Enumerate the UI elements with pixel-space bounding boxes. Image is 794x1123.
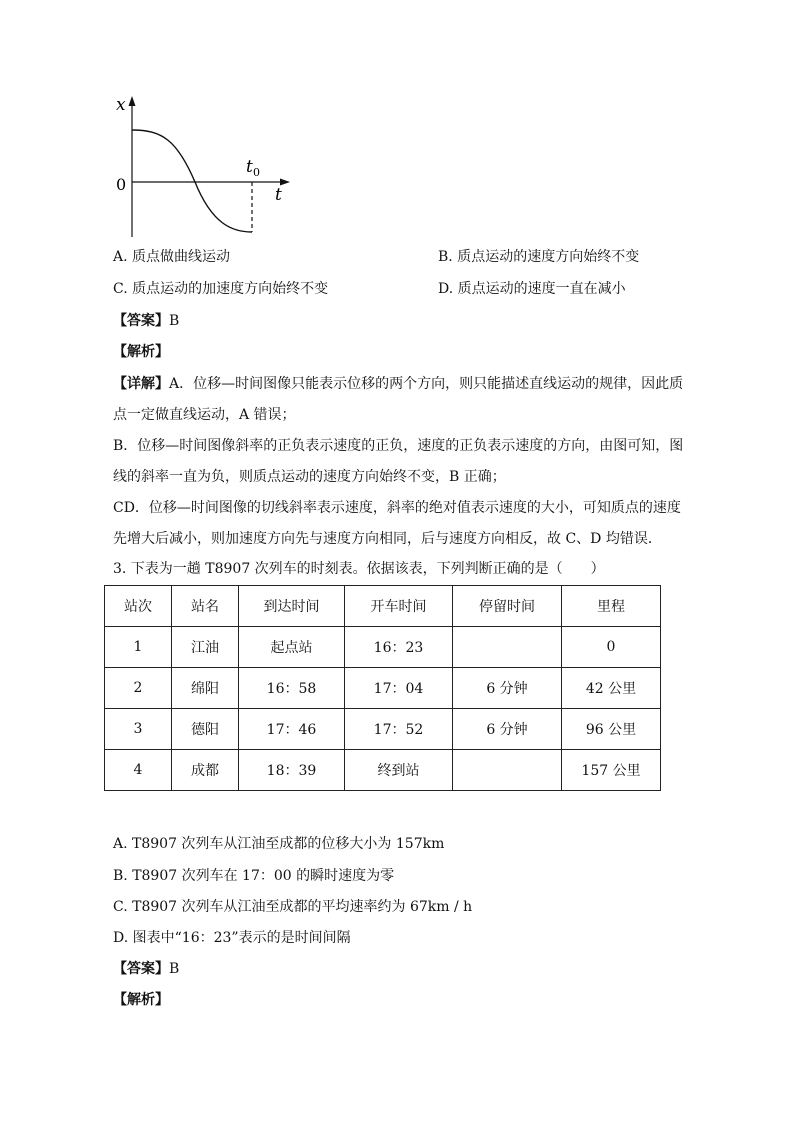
q2-option-c: C. 质点运动的加速度方向始终不变 [113,281,329,297]
x-axis-arrow-icon [129,96,136,106]
t-axis-label: t [275,185,282,205]
table-header-cell: 停留时间 [453,586,562,627]
table-cell [453,750,562,791]
table-cell: 16：58 [239,668,345,709]
origin-label: 0 [116,175,127,194]
table-cell [453,627,562,668]
table-cell: 绵阳 [172,668,239,709]
q2-detail-line-3: B．位移—时间图像斜率的正负表示速度的正负，速度的正负表示速度的方向，由图可知，图 [113,438,684,454]
q2-option-a: A. 质点做曲线运动 [113,249,231,265]
q2-answer-tag: 【答案】 [113,313,169,329]
table-cell: 16：23 [345,627,453,668]
t0-subscript: 0 [253,166,260,179]
displacement-curve [132,130,252,232]
q3-option-c: C. T8907 次列车从江油至成都的平均速率约为 67km / h [113,899,473,915]
table-cell: 17：46 [239,709,345,750]
q2-answer [113,311,179,331]
table-cell: 江油 [172,627,239,668]
q2-detail-line-1 [113,374,683,394]
q2-analysis-tag: 【解析】 [113,344,169,360]
table-cell: 德阳 [172,709,239,750]
table-header-cell: 站名 [172,586,239,627]
table-cell: 4 [105,750,172,791]
q2-detail-text-1: A．位移—时间图像只能表示位移的两个方向，则只能描述直线运动的规律，因此质 [169,376,684,392]
q3-answer [113,959,179,979]
x-t-graph [112,92,292,242]
q3-analysis-tag: 【解析】 [113,992,169,1008]
q2-detail-line-2: 点一定做直线运动，A 错误； [113,407,296,423]
table-header-cell: 里程 [562,586,661,627]
table-row [105,750,661,791]
q2-option-d: D. 质点运动的速度一直在减小 [438,281,626,297]
q2-option-b: B. 质点运动的速度方向始终不变 [438,249,640,265]
table-cell: 2 [105,668,172,709]
q2-detail-tag: 【详解】 [113,376,169,392]
table-cell: 6 分钟 [453,709,562,750]
x-t-graph-svg [112,92,292,242]
x-axis-label: x [116,95,126,115]
table-cell: 17：04 [345,668,453,709]
table-header-row [105,586,661,627]
table-cell: 起点站 [239,627,345,668]
table-cell: 成都 [172,750,239,791]
table-cell: 17：52 [345,709,453,750]
q2-detail-line-5: CD．位移—时间图像的切线斜率表示速度，斜率的绝对值表示速度的大小，可知质点的速度 [113,500,681,516]
table-cell: 1 [105,627,172,668]
table-cell: 96 公里 [562,709,661,750]
table-cell: 157 公里 [562,750,661,791]
table-cell: 终到站 [345,750,453,791]
q2-answer-value: B [169,313,180,329]
table-row [105,668,661,709]
t0-label: t [246,157,253,177]
q3-question: 3. 下表为一趟 T8907 次列车的时刻表。依据该表，下列判断正确的是（ ） [113,561,605,577]
table-cell: 3 [105,709,172,750]
q3-option-a: A. T8907 次列车从江油至成都的位移大小为 157km [113,836,445,852]
q3-option-d: D. 图表中“16：23”表示的是时间间隔 [113,930,351,946]
table-header-cell: 站次 [105,586,172,627]
table-row [105,709,661,750]
q3-answer-value: B [169,961,180,977]
q3-analysis [113,990,169,1010]
q3-option-b: B. T8907 次列车在 17：00 的瞬时速度为零 [113,868,395,884]
q2-detail-line-4: 线的斜率一直为负，则质点运动的速度方向始终不变，B 正确； [113,469,506,485]
table-cell: 6 分钟 [453,668,562,709]
q2-analysis [113,342,169,362]
table-cell: 18：39 [239,750,345,791]
table-header-cell: 开车时间 [345,586,453,627]
table-cell: 42 公里 [562,668,661,709]
q2-detail-line-6: 先增大后减小，则加速度方向先与速度方向相同，后与速度方向相反，故 C、D 均错误． [113,531,662,547]
table-row [105,627,661,668]
q3-answer-tag: 【答案】 [113,961,169,977]
table-header-cell: 到达时间 [239,586,345,627]
table-cell: 0 [562,627,661,668]
train-timetable [104,585,661,791]
